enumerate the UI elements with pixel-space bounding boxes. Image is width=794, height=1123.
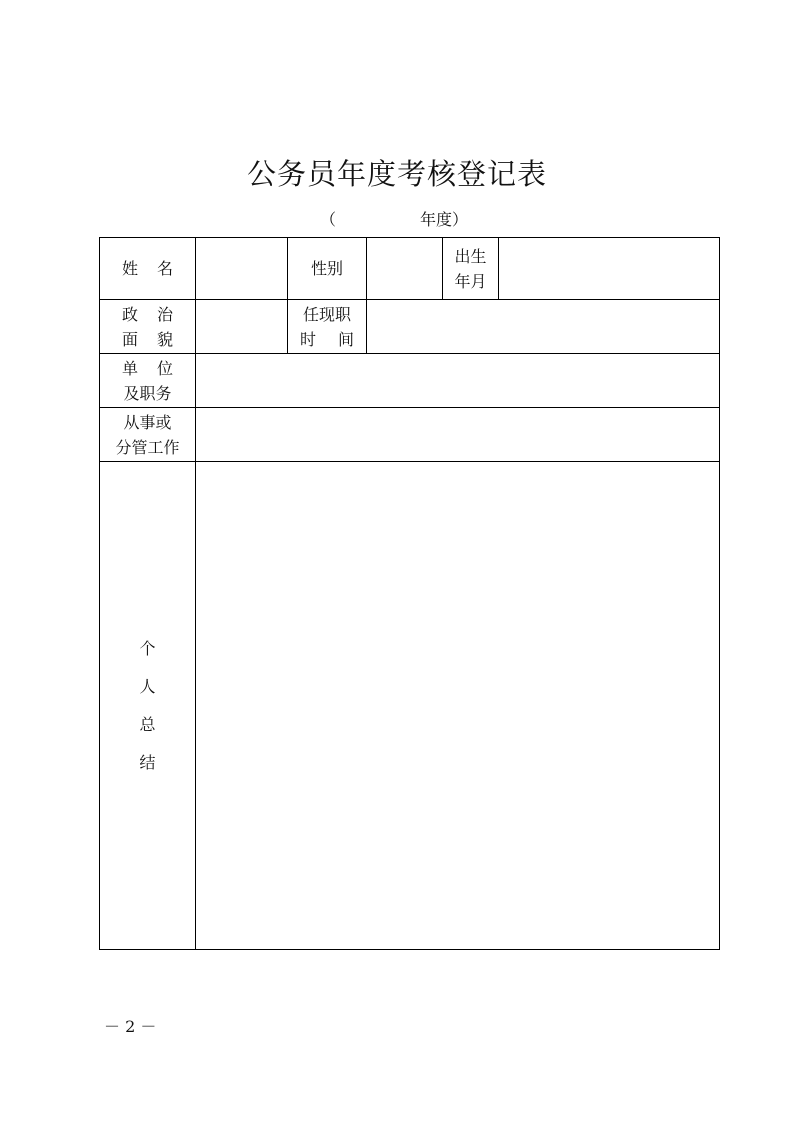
- birth-label-line1: 出生: [454, 246, 487, 266]
- summary-field[interactable]: [196, 462, 720, 950]
- name-label-cell: [100, 238, 196, 300]
- name-field[interactable]: [196, 238, 288, 300]
- unit-label-line2: 及职务: [123, 383, 172, 403]
- summary-label-cell: [100, 462, 196, 950]
- birth-label-cell: [443, 238, 499, 300]
- name-label: 姓 名: [122, 259, 173, 278]
- tenure-label-line2: 时 间: [300, 329, 354, 349]
- gender-label: 性别: [288, 238, 367, 300]
- work-label-cell: [100, 408, 196, 462]
- assessment-form-table: [99, 237, 720, 950]
- work-field[interactable]: [196, 408, 720, 462]
- gender-field[interactable]: [367, 238, 443, 300]
- tenure-label-cell: [288, 300, 367, 354]
- form-title: 公务员年度考核登记表: [246, 157, 547, 191]
- unit-label-line1: 单 位: [122, 358, 173, 378]
- birth-field[interactable]: [499, 238, 720, 300]
- summary-label: 个 人 总 结: [139, 639, 156, 772]
- work-label-line1: 从事或: [123, 412, 172, 432]
- page-number: － 2 －: [104, 1017, 157, 1036]
- row-unit: [100, 354, 720, 408]
- row-work: [100, 408, 720, 462]
- year-label: 年度）: [420, 210, 469, 229]
- politics-field[interactable]: [196, 300, 288, 354]
- work-label-line2: 分管工作: [115, 437, 180, 457]
- row-summary: [100, 462, 720, 950]
- politics-label-line2: 面 貌: [122, 329, 173, 349]
- row-basic-info: [100, 238, 720, 300]
- unit-field[interactable]: [196, 354, 720, 408]
- year-open-paren: （: [320, 210, 337, 229]
- row-politics-tenure: [100, 300, 720, 354]
- tenure-field[interactable]: [367, 300, 720, 354]
- politics-label-cell: [100, 300, 196, 354]
- birth-label-line2: 年月: [454, 271, 487, 291]
- year-subtitle: [320, 207, 468, 230]
- politics-label-line1: 政 治: [122, 304, 173, 324]
- unit-label-cell: [100, 354, 196, 408]
- tenure-label-line1: 任现职: [302, 304, 351, 324]
